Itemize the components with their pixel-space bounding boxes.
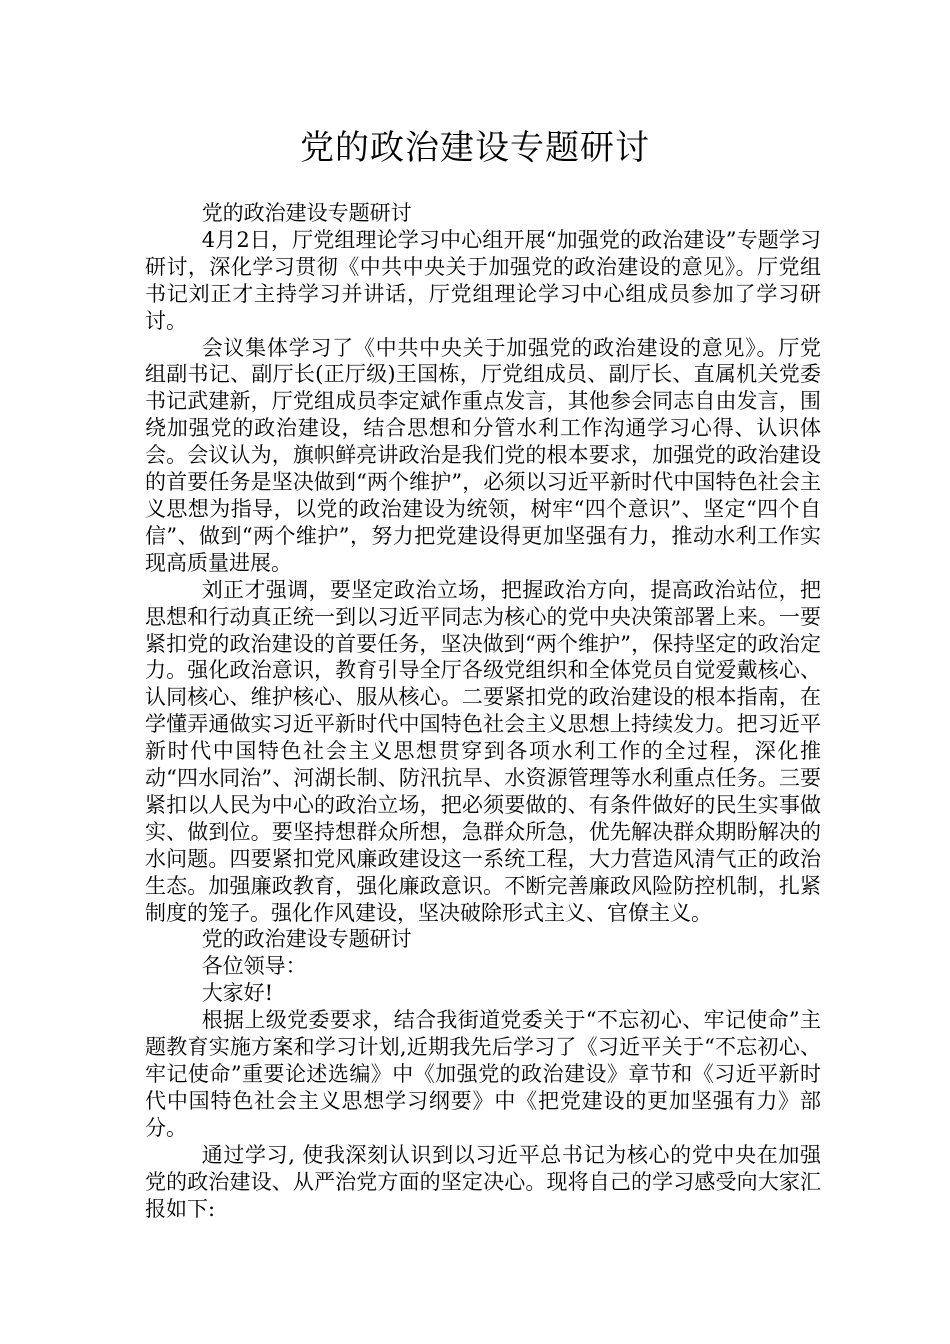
salutation: 各位领导： [201,954,307,979]
paragraph: 会议集体学习了《中共中央关于加强党的政治建设的意见》。厅党组副书记、副厅长(正厅级)王国栋，厅党组成员、副厅长、直属机关党委书记武建新，厅党组成员李定斌作重点发言，其他参会同志自由发言，围绕加强党的政治建设，结合思想和分管水利工作沟通学习心得、认识体会。会议认为，旗帜鲜亮讲政治是我们党的根本要求，加强党的政治建设的首要任务是坚决做到“两个维护”，必须以习近平新时代中国特色社会主义思想为指导，以党的政治建设为统领，树牢“四个意识”、坚定“四个自信”、做到“两个维护”，努力把党建设得更加坚强有力，推动水利工作实现高质量进展。 [145,335,821,575]
paragraph: 通过学习, 使我深刻认识到以习近平总书记为核心的党中央在加强党的政治建设、从严治党方面的坚定决心。现将自己的学习感受向大家汇报如下: [145,1142,821,1221]
document-title: 党的政治建设专题研讨 [300,128,650,168]
document-body [145,200,821,1222]
greeting: 大家好! [201,981,274,1006]
paragraph: 刘正才强调，要坚定政治立场，把握政治方向，提高政治站位，把思想和行动真正统一到以习近平同志为核心的党中央决策部署上来。一要紧扣党的政治建设的首要任务，坚决做到“两个维护”，保持坚定的政治定力。强化政治意识，教育引导全厅各级党组织和全体党员自觉爱戴核心、认同核心、维护核心、服从核心。二要紧扣党的政治建设的根本指南，在学懂弄通做实习近平新时代中国特色社会主义思想上持续发力。把习近平新时代中国特色社会主义思想贯穿到各项水利工作的全过程，深化推动“四水同治”、河湖长制、防汛抗旱、水资源管理等水利重点任务。三要紧扣以人民为中心的政治立场，把必须要做的、有条件做好的民生实事做实、做到位。要坚持想群众所想，急群众所急，优先解决群众期盼解决的水问题。四要紧扣党风廉政建设这一系统工程，大力营造风清气正的政治生态。加强廉政教育，强化廉政意识。不断完善廉政风险防控机制，扎紧制度的笼子。强化作风建设，坚决破除形式主义、官僚主义。 [145,577,821,925]
paragraph-subtitle: 党的政治建设专题研讨 [201,927,412,952]
paragraph: 4月2日，厅党组理论学习中心组开展“加强党的政治建设”专题学习研讨，深化学习贯彻《中共中央关于加强党的政治建设的意见》。厅党组书记刘正才主持学习并讲话，厅党组理论学习中心组成员参加了学习研讨。 [145,227,821,333]
paragraph-subtitle: 党的政治建设专题研讨 [201,201,412,225]
paragraph: 根据上级党委要求，结合我街道党委关于“不忘初心、牢记使命”主题教育实施方案和学习计划,近期我先后学习了《习近平关于“不忘初心、牢记使命”重要论述选编》中《加强党的政治建设》章节和《习近平新时代中国特色社会主义思想学习纲要》中《把党建设的更加坚强有力》部分。 [145,1008,821,1140]
